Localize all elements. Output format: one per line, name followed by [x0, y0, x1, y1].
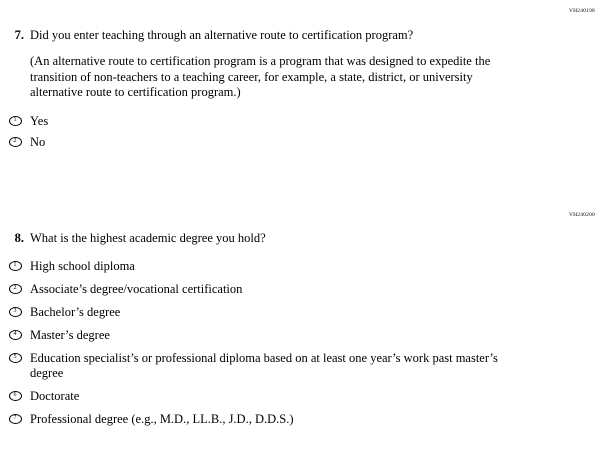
variable-code-q7: VH240198: [568, 8, 595, 14]
radio-bubble-cell[interactable]: [0, 305, 30, 317]
radio-bubble-icon[interactable]: [9, 307, 22, 317]
question-8-number: 8.: [14, 231, 24, 245]
option-label: Professional degree (e.g., M.D., LL.B., J.D., D.D.S.): [30, 412, 294, 426]
question-block-7: [0, 28, 605, 156]
option-label: Associate’s degree/vocational certification: [30, 282, 243, 296]
radio-bubble-label: 5: [13, 354, 17, 360]
radio-bubble-label: 4: [13, 331, 17, 337]
option-label: Yes: [30, 113, 49, 128]
option-label: High school diploma: [30, 259, 135, 273]
question-8-options: [0, 259, 605, 427]
radio-bubble-label: 2: [13, 137, 17, 144]
option-row[interactable]: [0, 282, 605, 297]
radio-bubble-cell[interactable]: [0, 328, 30, 340]
radio-bubble-cell[interactable]: [0, 114, 30, 126]
question-7-note: (An alternative route to certification program is a program that was designed to expedite the transition of non-teachers to a teaching career, for example, a state, district, or university alternative route to certification program.): [30, 54, 491, 99]
radio-bubble-label: 7: [13, 415, 17, 421]
question-7-text: Did you enter teaching through an alternative route to certification program?: [30, 28, 414, 42]
question-8-text: What is the highest academic degree you hold?: [30, 231, 266, 245]
radio-bubble-icon[interactable]: [9, 353, 22, 363]
option-label: No: [30, 134, 46, 149]
option-row[interactable]: [0, 328, 605, 343]
option-label: Bachelor’s degree: [30, 305, 121, 319]
radio-bubble-icon[interactable]: [9, 391, 22, 401]
radio-bubble-cell[interactable]: [0, 282, 30, 294]
radio-bubble-icon[interactable]: [9, 330, 22, 340]
radio-bubble-cell[interactable]: [0, 389, 30, 401]
variable-code-q8: VH240200: [568, 212, 595, 218]
radio-bubble-cell[interactable]: [0, 135, 30, 147]
radio-bubble-icon[interactable]: [9, 414, 22, 424]
radio-bubble-label: 2: [13, 285, 17, 291]
option-label: Doctorate: [30, 389, 80, 403]
option-row[interactable]: [0, 351, 605, 381]
radio-bubble-label: 6: [13, 392, 17, 398]
option-label-line2: degree: [30, 366, 64, 380]
option-row[interactable]: [0, 305, 605, 320]
radio-bubble-label: 1: [13, 116, 17, 123]
option-label: Master’s degree: [30, 328, 110, 342]
question-7-number: 7.: [14, 28, 24, 42]
radio-bubble-icon[interactable]: [9, 284, 22, 294]
radio-bubble-label: 3: [13, 308, 17, 314]
option-row[interactable]: [0, 259, 605, 274]
option-row[interactable]: [0, 114, 605, 129]
question-block-8: [0, 231, 605, 435]
option-label: [30, 351, 605, 381]
radio-bubble-icon[interactable]: [9, 261, 22, 271]
radio-bubble-icon[interactable]: [9, 116, 22, 126]
radio-bubble-icon[interactable]: [9, 137, 22, 147]
radio-bubble-cell[interactable]: [0, 412, 30, 424]
option-row[interactable]: [0, 389, 605, 404]
radio-bubble-cell[interactable]: [0, 259, 30, 271]
radio-bubble-label: 1: [13, 262, 17, 268]
option-row[interactable]: [0, 135, 605, 150]
question-7-options: [0, 114, 605, 150]
question-8-heading: [0, 231, 605, 246]
option-label-line1: Education specialist’s or professional diploma based on at least one year’s work past master’s: [30, 351, 498, 365]
radio-bubble-cell[interactable]: [0, 351, 30, 363]
option-row[interactable]: [0, 412, 605, 427]
question-7-heading: [0, 28, 605, 43]
